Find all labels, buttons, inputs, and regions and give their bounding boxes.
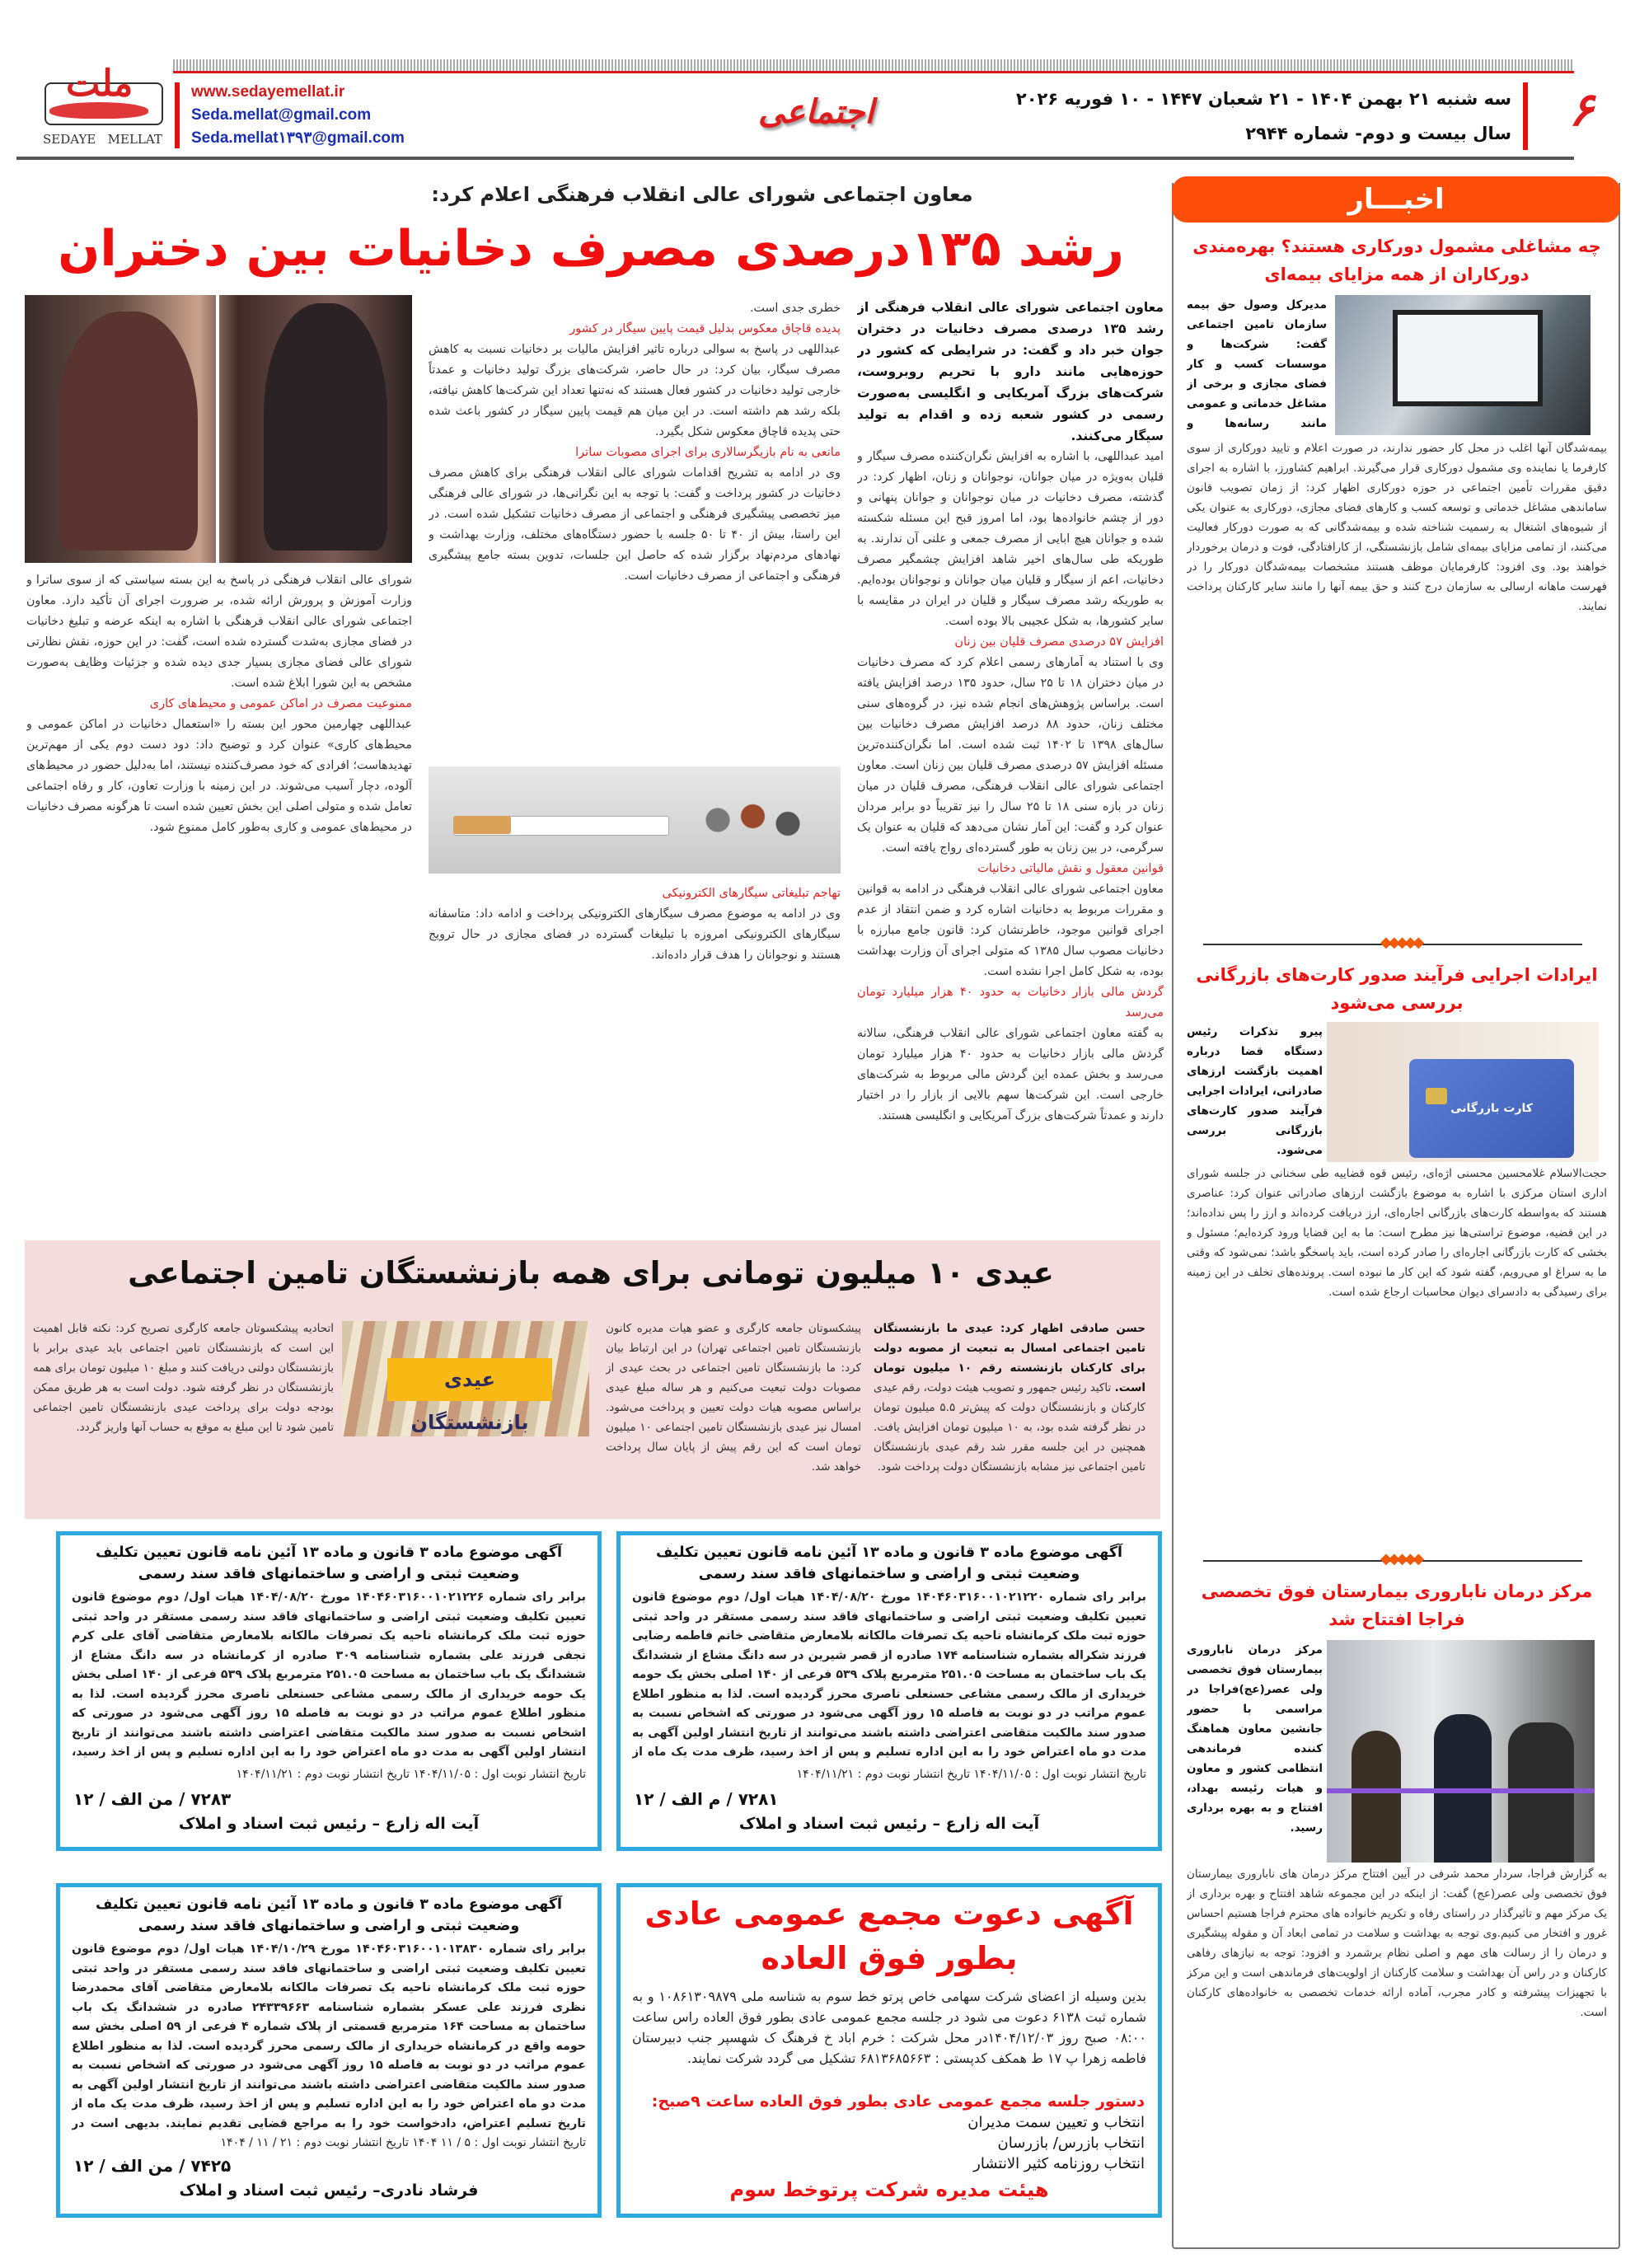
main-story-paragraph: امید عبداللهی، با اشاره به افزایش نگران‌کننده مصرف سیگار و قلیان به‌ویژه در میان جوانان، نوجوانان و زنان، اظهار کرد: در گذشته، مصرف دخانیات در میان نوجوانان و جوانان پنهانی و دور از چشم خانواده‌ها بود، اما امروز قبح این مسئله شکسته شده و جوانان هیچ ابایی از مصرف جمعی و علنی آن ندارند. به طوریکه طی سال‌های اخیر شاهد افزایش چشمگیر مصرف دخانیات، اعم از سیگار و قلیان میان جوانان و نوجوانان بوده‌ایم. به طوریکه رشد مصرف سیگار و قلیان در ایران در مقایسه با سایر کشورها، به شکل عجیبی بالا بوده است. <box>857 450 1164 628</box>
main-story-subhead: تهاجم تبلیغاتی سیگارهای الکترونیکی <box>662 887 841 900</box>
ad-dates: تاریخ انتشار نوبت اول : ۱۴۰۴/۱۱/۰۵ تاریخ انتشار نوبت دوم : ۱۴۰۴/۱۱/۲۱ <box>796 1768 1146 1781</box>
agenda-item: انتخاب روزنامه کثیر الانتشار <box>973 2155 1145 2172</box>
ad-body: برابر رای شماره ۱۴۰۴۶۰۳۱۶۰۰۱۰۱۳۸۳۰ مورخ ۱۴۰۴/۱۰/۲۹ هیات اول/ دوم موضوع قانون تعیین تکلیف وضعیت ثبتی اراضی و ساختمانهای فاقد سند رسمی مستقر در واحد ثبتی حوزه ثبت ملک کرمانشاه ناحیه یک تصرفات مالکانه بلامعارض متقاضی آقای محمدرضا نظری فرزند علی عسکر بشماره شناسنامه ۲۴۳۳۹۶۶۳ صادره در ششدانگ یک باب ساختمان به مساحت ۱۶۴ مترمربع قسمتی از پلاک شماره ۴ فرعی از ۵۹ اصلی بخش سه حومه واقع در کرمانشاه خریداری از مالک رسمی محرز گردیده است. لذا به منظور اطلاع عموم مراتب در دو نوبت به فاصله ۱۵ روز آگهی می‌شود در صورتی که اشخاص نسبت به صدور سند مالکیت متقاضی اعتراضی داشته باشند می‌توانند از تاریخ انتشار اولین آگهی به مدت دو ماه اعتراض خود را به این اداره تسلیم و پس از اخذ رسید، ظرف مدت یک ماه از تاریخ تسلیم اعتراض، دادخواست خود را به مراجع قضایی تقدیم نمایند. بدیهی است در <box>72 1942 586 2130</box>
logo-latin: SEDAYE MELLAT <box>43 132 162 147</box>
main-story-paragraph: عبداللهی چهارمین محور این بسته را «استعمال دخانیات در اماکن عمومی و محیط‌های کاری» عنوان کرد و توضیح داد: دود دست دوم یکی از مهم‌ترین تهدیدهاست؛ افرادی که خود مصرف‌کننده نیستند، اما به‌دلیل حضور در محیط‌های آلوده، دچار آسیب می‌شوند. در این زمینه با وزارت تعاون، کار و رفاه اجتماعی تعامل شده و متولی اصلی این بخش تعیین شده است تا هرگونه مصرف دخانیات در محیط‌های عمومی و کاری به‌طور کامل ممنوع شود. <box>26 718 412 834</box>
main-story-column-3 <box>429 883 841 1221</box>
ad-dates: تاریخ انتشار نوبت اول : ۱۴۰۴/۱۱/۰۵ تاریخ انتشار نوبت دوم : ۱۴۰۴/۱۱/۲۱ <box>236 1768 586 1781</box>
news-item-lead <box>1187 1640 1323 1858</box>
newspaper-logo[interactable] <box>41 64 165 153</box>
news-item-title[interactable]: ایرادات اجرایی فرآیند صدور کارت‌های بازرگانی بررسی می‌شود <box>1196 965 1598 1013</box>
main-story-paragraph: وی با استناد به آمارهای رسمی اعلام کرد که مصرف دخانیات در میان دختران ۱۸ تا ۲۵ سال، حدود ۱۳۵ درصد افزایش یافته است. براساس پژوهش‌های انجام شده نیز، در گروه‌های سنی مختلف زنان، حدود ۸۸ درصد افزایش مصرف دخانیات بین سال‌های ۱۳۹۸ تا ۱۴۰۲ ثبت شده است. اما نگران‌کننده‌ترین مسئله افزایش ۵۷ درصدی مصرف قلیان بین زنان است. معاون اجتماعی شورای عالی انقلاب فرهنگی، مصرف قلیان در میان زنان در بازه سنی ۱۸ تا ۲۵ سال را نیز تقریباً دو برابر مردان عنوان کرد و گفت: این آمار نشان می‌دهد که قلیان به عنوان یک سرگرمی، در بین زنان به طور گسترده‌ای رواج یافته است. <box>857 656 1164 855</box>
contact-block <box>191 81 405 150</box>
news-item-title[interactable]: چه مشاغلی مشمول دورکاری هستند؟ بهره‌مندی دورکاران از همه مزایای بیمه‌ای <box>1192 237 1601 284</box>
pension-column-3: اتحادیه پیشکسوتان جامعه کارگری تصریح کرد: نکته قابل اهمیت این است که بازنشستگان تامین اجتماعی باید عیدی برابر با بازنشستگان دولتی دریافت کنند و مبلغ ۱۰ میلیون تومان برای همه بازنشستگان در نظر گرفته شود. دولت است به هر طریق ممکن بودجه دولت برای پرداخت عیدی بازنشستگان تامین اجتماعی تامین شود تا این مبلغ به موقع به حساب آنها واریز گردد. <box>33 1322 334 1434</box>
main-story-column-1 <box>857 297 1164 1220</box>
card-chip <box>1426 1088 1447 1104</box>
header-red-rule <box>173 71 1574 73</box>
email-link-1[interactable]: Seda.mellat@gmail.com <box>191 106 372 124</box>
main-story-paragraph: معاون اجتماعی شورای عالی انقلاب فرهنگی در ادامه به قوانین و مقررات مربوط به دخانیات اشاره کرد و ضمن انتقاد از عدم اجرای قوانین موجود، خاطرنشان کرد: قانون جامع مبارزه با دخانیات مصوب سال ۱۳۸۵ که متولی اجرای آن وزارت بهداشت بوده، به شکل کامل اجرا نشده است. <box>857 883 1164 978</box>
news-item-lead <box>1187 1022 1323 1160</box>
assembly-ad-board: هیئت مدیره شرکت پرتوخط سوم <box>729 2178 1049 2201</box>
assembly-agenda-title: دستور جلسه مجمع عمومی عادی بطور فوق العاده ساعت ۹صبح: <box>651 2092 1145 2111</box>
main-story-subhead: پدیده قاچاق معکوس بدلیل قیمت پایین سیگار در کشور <box>569 322 841 335</box>
ad-code: ۷۴۲۵ / من الف / ۱۲ <box>73 2156 232 2176</box>
ad-title: آگهی موضوع ماده ۳ قانون و ماده ۱۳ آئین نامه قانون تعیین تکلیف وضعیت ثبتی و اراضی و ساختمانهای فاقد سند رسمی <box>95 1896 562 1934</box>
ad-title: آگهی موضوع ماده ۳ قانون و ماده ۱۳ آئین نامه قانون تعیین تکلیف وضعیت ثبتی و اراضی و ساختمانهای فاقد سند رسمی <box>655 1544 1122 1582</box>
main-story-paragraph: به گفته معاون اجتماعی شورای عالی انقلاب فرهنگی، سالانه گردش مالی بازار دخانیات به حدود ۴۰ هزار میلیارد تومان می‌رسد و بخش عمده این گردش مالی مربوط به شرکت‌های خارجی است. این شرکت‌ها سهم بالایی از بازار را در اختیار دارند و عمدتاً شرکت‌های بزرگ آمریکایی و انگلیسی هستند. <box>857 1027 1164 1122</box>
main-story-subhead: مانعی به نام بازیگرسالاری برای اجرای مصوبات ساترا <box>575 446 841 459</box>
pension-column-1 <box>874 1319 1145 1508</box>
assembly-ad-body: بدین وسیله از اعضای شرکت سهامی خاص پرتو خط سوم به شناسه ملی ۱۰۸۶۱۳۰۹۸۷۹ و به شماره ثبت ۶۱۳۸ دعوت می شود در جلسه مجمع عمومی عادی بطور فوق العاده راس ساعت ۰۸:۰۰ صبح روز ۱۴۰۴/۱۲/۰۳در محل شرکت : خرم اباد خ فرهنگ ک شهسپر جنب دبیرستان فاطمه زهرا پ ۱۷ ط همکف کدپستی : ۶۸۱۳۶۸۵۶۶۳ تشکیل می گردد شرکت نمایند. <box>632 1989 1146 2066</box>
news-item-title[interactable]: مرکز درمان ناباروری بیمارستان فوق تخصصی فراجا افتتاح شد <box>1201 1582 1593 1629</box>
legal-ad-2 <box>56 1531 602 1851</box>
woman-silhouette <box>264 303 387 551</box>
main-story-paragraph: خطری جدی است. <box>750 302 841 315</box>
website-link[interactable]: www.sedayemellat.ir <box>191 83 345 101</box>
ad-body: برابر رای شماره ۱۴۰۴۶۰۳۱۶۰۰۱۰۲۱۲۲۶ مورخ ۱۴۰۴/۰۸/۲۰ هیات اول/ دوم موضوع قانون تعیین تکلیف وضعیت ثبتی اراضی و ساختمانهای فاقد سند رسمی مستقر در واحد ثبتی حوزه ثبت ملک کرمانشاه ناحیه یک تصرفات مالکانه بلامعارض متقاضی آقای علی کرم نجفی فرزند علی بشماره شناسنامه ۳۰۹ صادره از کرمانشاه در سه دانگ مشاع از ششدانگ یک باب ساختمان به مساحت ۲۵۱.۰۵ مترمربع پلاک ۵۳۹ فرعی از ۱۴۰ اصلی بخش یک حومه خریداری از مالک رسمی مشاعی حسنعلی ناصری محرز گردیده است. لذا به منظور اطلاع عموم مراتب در دو نوبت به فاصله ۱۵ روز آگهی می‌شود در صورتی که اشخاص نسبت به صدور سند مالکیت متقاضی اعتراضی داشته باشند می‌توانند از تاریخ انتشار اولین آگهی به مدت دو ماه اعتراض خود را به این اداره تسلیم و پس از اخذ رسید، <box>72 1591 586 1759</box>
main-story-paragraph: شورای عالی انقلاب فرهنگی در پاسخ به این بسته سیاستی که از سوی ساترا و وزارت آموزش و پرورش ارائه شده، بر ضرورت اجرای آن تأکید دارد. معاون اجتماعی شورای عالی انقلاب فرهنگی با اشاره به اینکه عرضه و تبلیغ دخانیات در فضای مجازی به‌شدت گسترده شده است، گفت: در این حوزه، نقش نظارتی شورای عالی فضای مجازی بسیار جدی دیده شده و جزئیات وظایف به‌صورت مشخص به این شورا ابلاغ شده است. <box>26 574 412 690</box>
cigarette-photo <box>429 766 841 874</box>
issue-line: سال بیست و دوم- شماره ۲۹۴۴ <box>1245 124 1511 143</box>
pension-story-title[interactable]: عیدی ۱۰ میلیون تومانی برای همه بازنشستگان تامین اجتماعی <box>128 1255 1054 1291</box>
ribbon-cutting-photo <box>1327 1640 1595 1863</box>
agenda-item: انتخاب بازرس/ بازرسان <box>997 2134 1145 2152</box>
section-title: اجتماعی <box>758 92 874 131</box>
agenda-item: انتخاب و تعیین سمت مدیران <box>967 2114 1145 2131</box>
logo-swash <box>49 102 148 119</box>
pension-column-2: پیشکسوتان جامعه کارگری و عضو هیات مدیره کانون بازنشستگان تامین اجتماعی تهران) در این ارتباط بیان کرد: ما بازنشستگان تامین اجتماعی در بحث عیدی از مصوبات دولت تبعیت می‌کنیم و هر ساله مبلغ عیدی براساس مصوبه هیات دولت تعیین و پرداخت می‌شود. امسال نیز عیدی بازنشستگان تامین اجتماعی ۱۰ میلیون تومان است که این رقم پیش از پایان سال پرداخت خواهد شد. <box>606 1322 861 1474</box>
news-item-body: بیمه‌شدگان آنها اغلب در محل کار حضور ندارند، در صورت اعلام و تایید دورکاری از سوی کارفرما یا نماینده وی مشمول دورکاری قرار می‌گیرند. ابراهیم کشاورز، با اشاره به اجرای دقیق مقررات تأمین اجتماعی در حوزه دورکاری اظهار کرد: از زمان تصویب قانون ساماندهی مشاغل خدماتی و توسعه کسب و کارهای فضای مجازی، دورکاری به عنوان یکی از شیوه‌های اشتغال به رسمیت شناخته شده و بیمه‌شدگانی که به صورت دورکار فعالیت می‌کنند، از تمامی مزایای بیمه‌ای شامل بازنشستگی، از کارافتادگی، فوت و درمان برخوردار خواهند بود. وی افزود: کارفرمایان موظف هستند مشخصات بیمه‌شدگان دورکار را در فهرست ماهانه ارسالی به سازمان درج کنند و حق بیمه آنها را مانند سایر کارکنان پرداخت نمایند. <box>1187 442 1607 613</box>
main-story-column-2 <box>429 298 841 752</box>
ad-body: برابر رای شماره ۱۴۰۴۶۰۳۱۶۰۰۱۰۲۱۲۲۰ مورخ ۱۴۰۴/۰۸/۲۰ هیات اول/ دوم موضوع قانون تعیین تکلیف وضعیت ثبتی اراضی و ساختمانهای فاقد سند رسمی مستقر در واحد ثبتی حوزه ثبت ملک کرمانشاه ناحیه یک تصرفات مالکانه بلامعارض متقاضی خانم فاطمه رضایی فرزند شکراله بشماره شناسنامه ۱۷۴ صادره از قصر شیرین در سه دانگ مشاع از ششدانگ یک باب ساختمان به مساحت ۲۵۱.۰۵ مترمربع پلاک ۵۳۹ فرعی از ۱۴۰ اصلی بخش یک حومه خریداری از مالک رسمی مشاعی حسنعلی ناصری محرز گردیده است. لذا به منظور اطلاع عموم مراتب در دو نوبت به فاصله ۱۵ روز آگهی می‌شود در صورتی که اشخاص نسبت به صدور سند مالکیت متقاضی اعتراضی داشته باشند می‌توانند از تاریخ انتشار اولین آگهی به مدت دو ماه اعتراض خود را به این اداره تسلیم و پس از اخذ رسید، ظرف مدت یک ماه از <box>632 1591 1146 1759</box>
laptop-photo <box>1335 295 1590 435</box>
assembly-ad-title-1: آگهی دعوت مجمع عمومی عادی <box>644 1895 1134 1932</box>
ad-dates: تاریخ انتشار نوبت اول : ۵ / ۱۱ ۱۴۰۴ تاریخ انتشار نوبت دوم : ۲۱ / ۱۱ / ۱۴۰۴ <box>220 2136 586 2149</box>
contact-red-bar <box>175 82 180 148</box>
ad-signer: آیت اله زارع – رئیس ثبت اسناد و املاک <box>178 1815 480 1833</box>
divider-ornament: ◆◆◆◆◆ <box>1380 934 1422 951</box>
date-line: سه شنبه ۲۱ بهمن ۱۴۰۴ - ۲۱ شعبان ۱۴۴۷ - ۱۰ فوریه ۲۰۲۶ <box>1015 89 1511 109</box>
legal-ad-1 <box>616 1531 1162 1851</box>
news-item-body: به گزارش فراجا، سردار محمد شرفی در آیین افتتاح مرکز درمان های ناباروری بیمارستان فوق تخصصی ولی عصر(عج) گفت: از اینکه در این مجموعه شاهد افتتاح و بهره برداری از یک مرکز مهم و تاثیرگذار در راستای رفاه و تکریم خانواده های محترم فراجا هستیم احساس غرور و افتخار می کنیم.وی توجه به بهداشت و سلامت در تمامی ابعاد آن و مقوله پیشگیری و درمان را از رسالت های مهم و اصلی نظام برشمرد و افزود: توجه به نیازهای رفاهی کارکنان و در راس آن بهداشت و سلامت کارکنان از اولویت‌های فرماندهی است و این مرکز با تجهیزات پیشرفته و کادر مجرب، آماده ارائه خدمات تخصصی به خانواده‌های کارکنان است. <box>1187 1867 1607 2019</box>
header-dashed-rule <box>173 59 1574 71</box>
header-bottom-rule <box>16 157 1574 160</box>
main-story-paragraph: وی در ادامه به موضوع مصرف سیگارهای الکترونیکی پرداخت و ادامه داد: متاسفانه سیگارهای الکترونیکی امروزه با تبلیغات گسترده در فضای مجازی در حال ترویج هستند و نوجوانان را هدف قرار داده‌اند. <box>429 907 841 962</box>
page-number: ۶ <box>1568 82 1594 137</box>
news-item-lead-text: پیرو تذکرات رئیس دستگاه قضا درباره اهمیت بازگشت ارزهای صادراتی، ایرادات اجرایی فرآیند صدور کارت‌های بازرگانی بررسی می‌شود. <box>1187 1025 1323 1157</box>
assembly-ad <box>616 1883 1162 2218</box>
assembly-ad-title-2: بطور فوق العاده <box>761 1940 1018 1976</box>
laptop-screen <box>1393 310 1543 406</box>
ad-signer: فرشاد نادری– رئیس ثبت اسناد و املاک <box>179 2181 479 2200</box>
main-story-subhead: افزایش ۵۷ درصدی مصرف قلیان بین زنان <box>954 635 1164 649</box>
news-item-lead <box>1187 295 1327 435</box>
smokers-photo <box>25 295 412 563</box>
business-card-photo <box>1327 1022 1599 1162</box>
pension-text: تاکید رئیس جمهور و تصویب هیئت دولت، رقم عیدی کارکنان و بازنشستگان دولت که پیش‌تر ۵.۵ میلیون تومان در نظر گرفته شده بود، به ۱۰ میلیون تومان افزایش یافت. همچنین در این جلسه مقرر شد رقم عیدی بازنشستگان تامین اجتماعی نیز مشابه بازنشستگان دولت پرداخت شود. <box>874 1381 1145 1474</box>
ad-title: آگهی موضوع ماده ۳ قانون و ماده ۱۳ آئین نامه قانون تعیین تکلیف وضعیت ثبتی و اراضی و ساختمانهای فاقد سند رسمی <box>95 1544 562 1582</box>
money-photo-label: عیدی بازنشستگان <box>387 1358 552 1401</box>
people-silhouettes <box>676 783 816 857</box>
woman-silhouette <box>58 312 198 551</box>
cigarette-filter <box>453 816 511 834</box>
pension-lead: حسن صادقی اظهار کرد: عیدی ما بازنشستگان تامین اجتماعی امسال به تبعیت از مصوبه دولت برای کارکنان بازنشسته رقم ۱۰ میلیون تومان است. <box>874 1322 1145 1394</box>
person-silhouette <box>1352 1731 1401 1863</box>
legal-ad-3 <box>56 1883 602 2218</box>
logo-word: ملت <box>66 63 134 105</box>
news-header: اخبـــار <box>1172 176 1620 223</box>
email-link-2[interactable]: Seda.mellat۱۳۹۳@gmail.com <box>191 129 405 147</box>
ad-code: ۷۲۸۳ / من الف / ۱۲ <box>73 1789 232 1809</box>
main-story-column-4 <box>26 570 412 1221</box>
main-story-subhead: ممنوعیت مصرف در اماکن عمومی و محیط‌های کاری <box>149 697 412 710</box>
divider-ornament: ◆◆◆◆◆ <box>1380 1550 1422 1567</box>
main-story-lead: معاون اجتماعی شورای عالی انقلاب فرهنگی از رشد ۱۳۵ درصدی مصرف دخانیات در دختران جوان خبر داد و گفت: در شرایطی که کشور در حوزه‌هایی مانند دارو با تحریم روبروست، شرکت‌های بزرگ آمریکایی و انگلیسی به‌صورت رسمی در کشور شعبه زده و اقدام به تولید سیگار می‌کنند. <box>857 300 1164 443</box>
news-item-lead-text: مرکز درمان ناباروری بیمارستان فوق تخصصی ولی عصر(عج)فراجا در مراسمی با حضور جانشین معاون هماهنگ کننده فرماندهی انتظامی کشور و معاون و هیات رئیسه بهداد، افتتاح و به بهره برداری رسید. <box>1187 1643 1323 1835</box>
ad-signer: آیت اله زارع – رئیس ثبت اسناد و املاک <box>738 1815 1040 1833</box>
main-story-subhead: قوانین معقول و نقش مالیاتی دخانیات <box>977 862 1164 875</box>
main-story-title[interactable]: رشد ۱۳۵درصدی مصرف دخانیات بین دختران <box>58 220 1124 278</box>
header-red-bar <box>1523 82 1528 150</box>
main-story-subhead: گردش مالی بازار دخانیات به حدود ۴۰ هزار میلیارد تومان می‌رسد <box>857 986 1164 1019</box>
news-item-body: حجت‌الاسلام غلامحسین محسنی اژه‌ای، رئیس قوه قضاییه طی سخنانی در جلسه شورای اداری استان مرکزی با اشاره به موضوع بازگشت ارزهای صادراتی عنوان کرد: عناصری هستند که به‌واسطه کارت‌های بازرگانی اجاره‌ای، ارز دریافت کرده‌اند و ارز را پس نداده‌اند؛ در این قضیه، موضوع تراستی‌ها نیز مطرح است: ما به این قضایا ورود کرده‌ایم؛ مسئول و بخشی که کارت بازرگانی اجاره‌ای را صادر کرده است، باید پاسخگو باشد؛ نمی‌شود که وقتی ما به سراغ او می‌رویم، گفته شود که این کار ما نبوده است. پرونده‌های تخلف در این زمینه برای رسیدگی به دادسرای دیوان محاسبات ارجاع شده است. <box>1187 1167 1607 1299</box>
main-story-paragraph: عبداللهی در پاسخ به سوالی درباره تاثیر افزایش مالیات بر دخانیات نسبت به کاهش مصرف سیگار، بیان کرد: در حال حاضر، شرکت‌های بزرگ تولید دخانیات و عمدتاً خارجی تولید دخانیات در کشور فعال هستند که نه‌تنها تعداد این شرکت‌ها کاهش نیافته، بلکه رشد هم داشته است. در این میان هم قیمت پایین سیگار در کشور باعث شده حتی پدیده قاچاق معکوس شکل بگیرد. <box>429 343 841 438</box>
card-label: کارت بازرگانی <box>1409 1059 1574 1158</box>
ribbon <box>1327 1788 1595 1793</box>
ad-code: ۷۲۸۱ / م الف / ۱۲ <box>634 1789 779 1809</box>
main-story-kicker: معاون اجتماعی شورای عالی انقلاب فرهنگی اعلام کرد: <box>431 183 973 206</box>
news-item-lead-text: مدیرکل وصول حق بیمه سازمان تامین اجتماعی گفت: شرکت‌ها و موسسات کسب و کار فضای مجازی و برخی از مشاغل خدماتی و عمومی مانند رسانه‌ها و <box>1187 298 1327 430</box>
main-story-paragraph: وی در ادامه به تشریح اقدامات شورای عالی انقلاب فرهنگی برای کاهش مصرف دخانیات در کشور پرداخت و گفت: با توجه به این نگرانی‌ها، در شورای عالی فرهنگی میز تخصصی پیشگیری فرهنگی و اجتماعی از مصرف دخانیات تشکیل شده است. در این راستا، بیش از ۴۰ تا ۵۰ جلسه با حضور دستگاه‌های مختلف، وزارت بهداشت و نهادهای مردم‌نهاد برگزار شده که حاصل این جلسات، تدوین بسته جامع پیشگیری فرهنگی و اجتماعی از مصرف دخانیات است. <box>429 466 841 583</box>
money-photo <box>342 1321 589 1436</box>
photo-divider <box>216 295 219 563</box>
